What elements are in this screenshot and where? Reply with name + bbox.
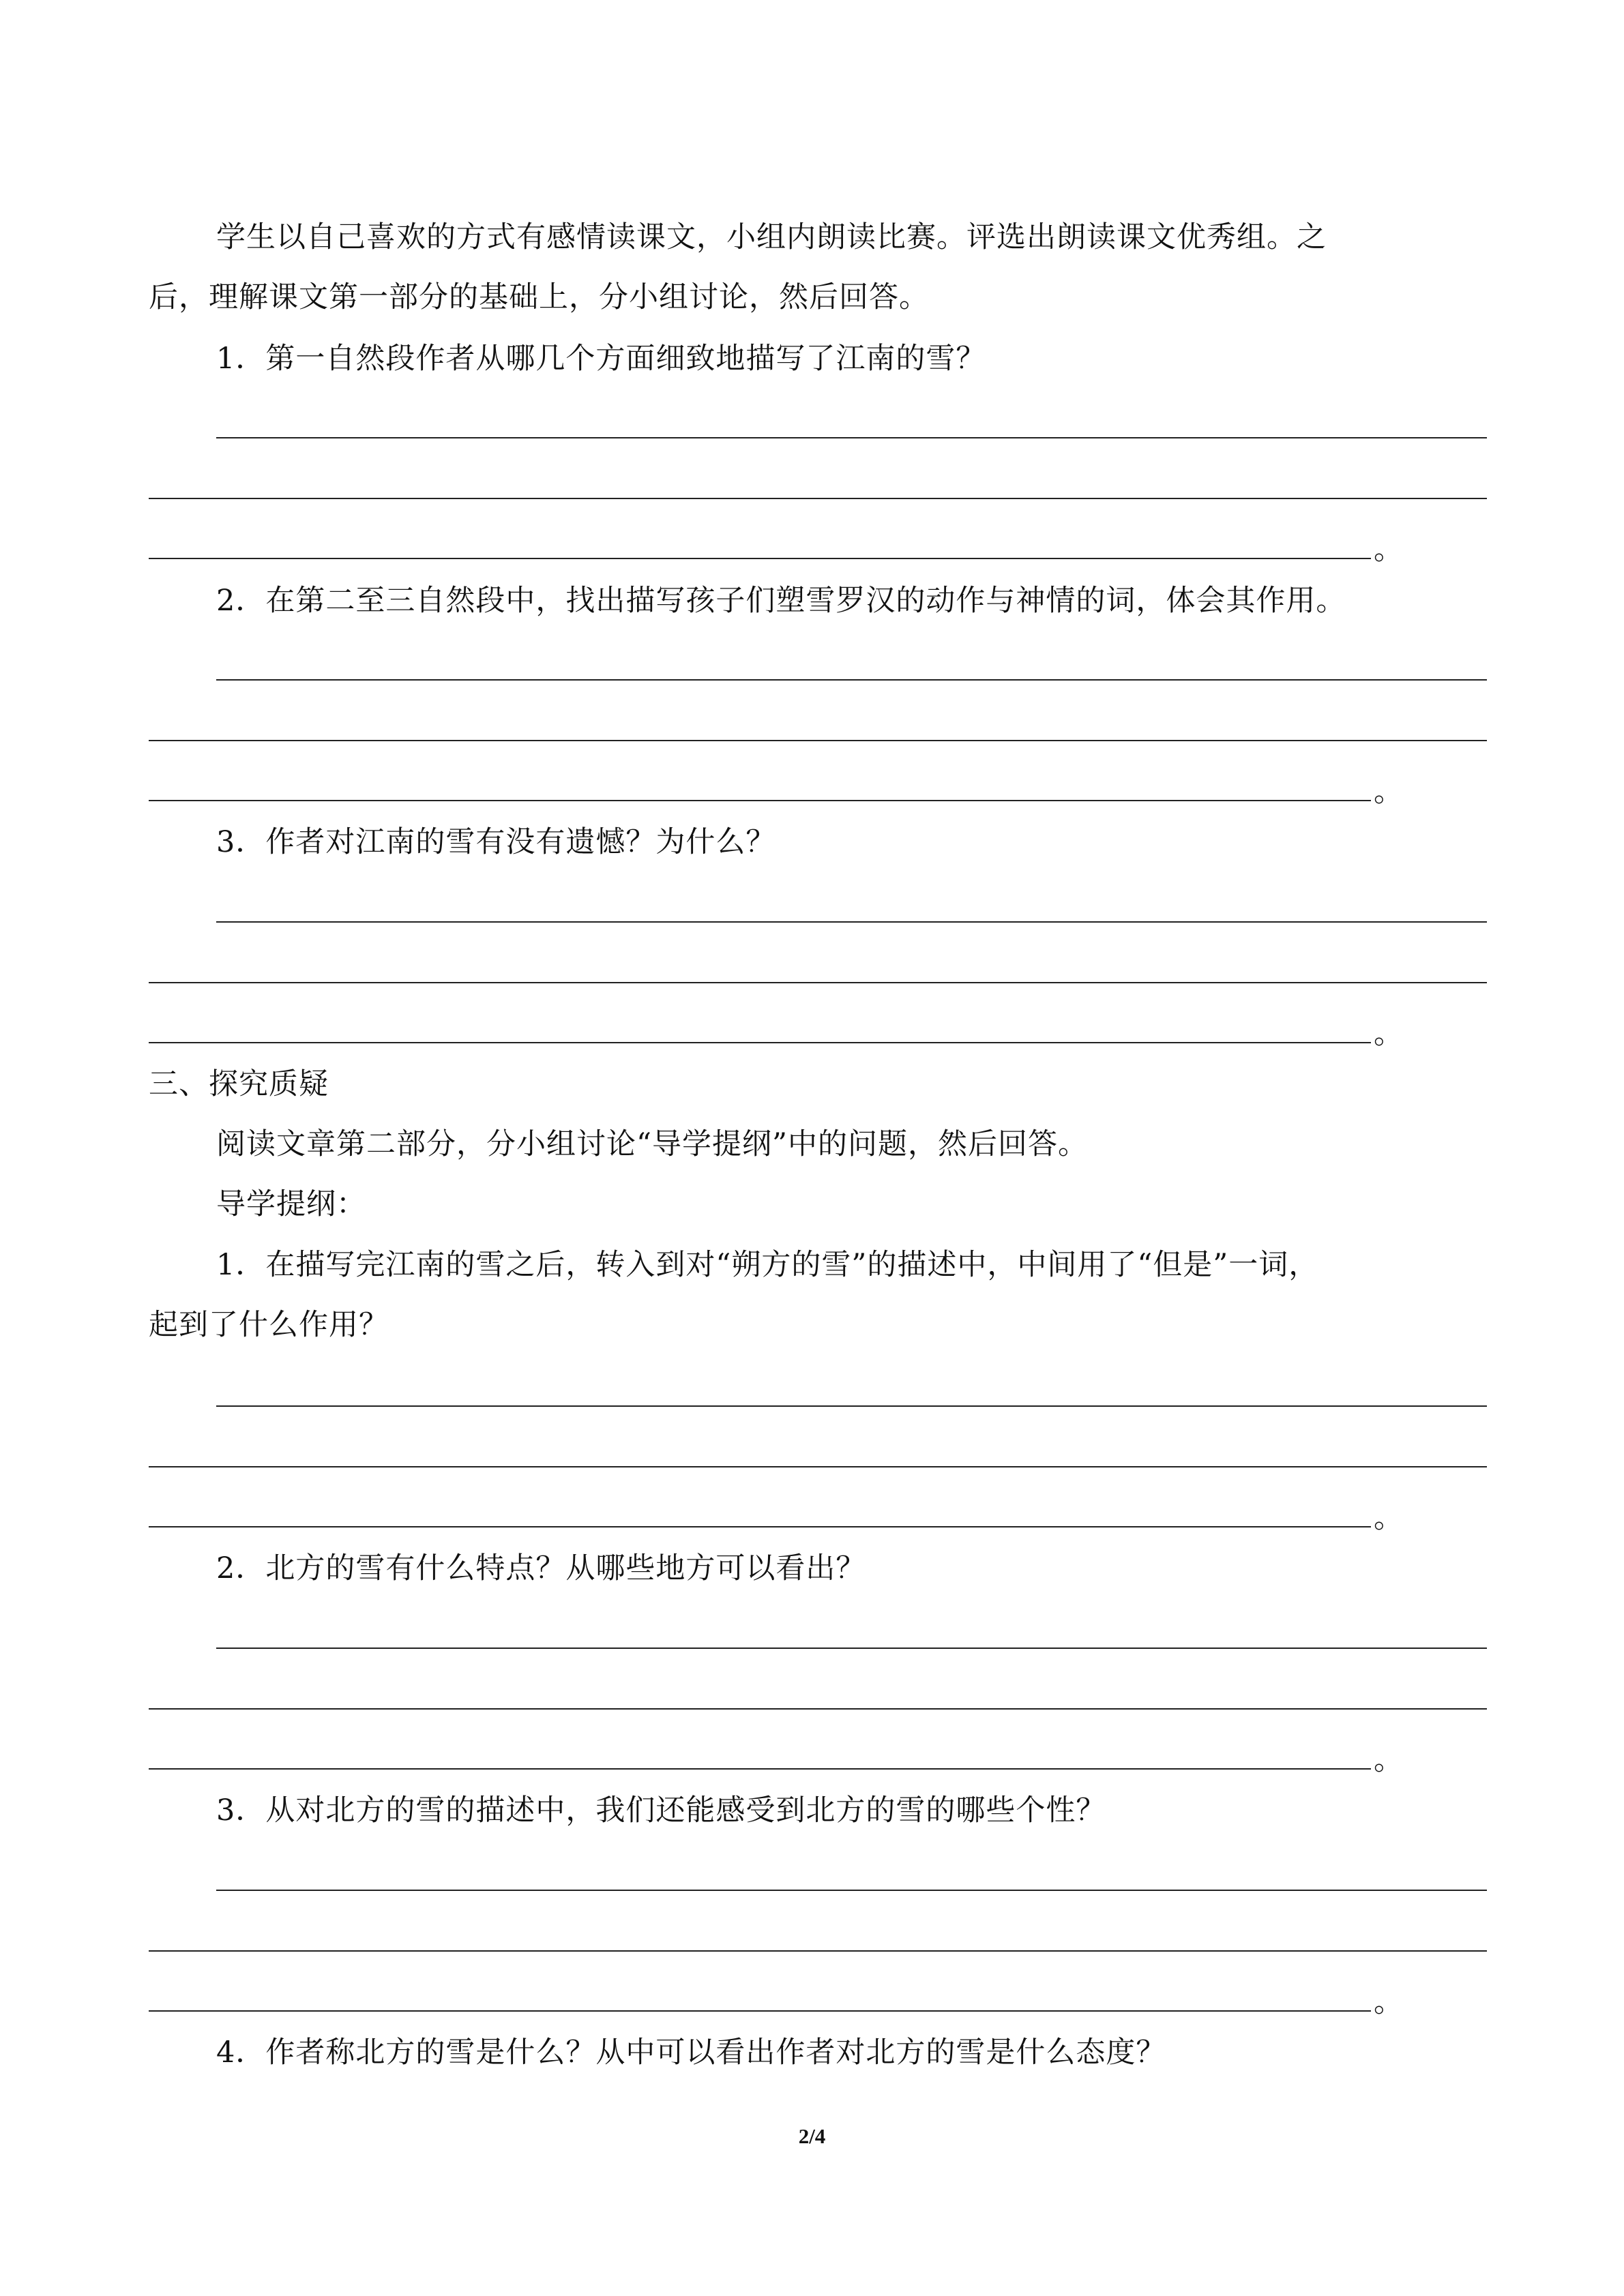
- answer-line[interactable]: [216, 1648, 1487, 1649]
- outline-question-2-text: 2．北方的雪有什么特点？从哪些地方可以看出？: [216, 1551, 866, 1585]
- question-2-text: 2．在第二至三自然段中，找出描写孩子们塑雪罗汉的动作与神情的词，体会其作用。: [216, 584, 1346, 618]
- answer-line[interactable]: [149, 2010, 1371, 2012]
- answer-period: 。: [1374, 1743, 1403, 1777]
- section-three-instruction: 阅读文章第二部分，分小组讨论“导学提纲”中的问题，然后回答。: [216, 1127, 1088, 1161]
- outline-question-1-line-1: 1．在描写完江南的雪之后，转入到对“朔方的雪”的描述中，中间用了“但是”一词，: [216, 1248, 1319, 1282]
- answer-line[interactable]: [216, 1890, 1487, 1891]
- answer-line[interactable]: [149, 800, 1371, 801]
- answer-period: 。: [1374, 775, 1403, 809]
- answer-line[interactable]: [149, 1768, 1371, 1770]
- answer-line[interactable]: [149, 1950, 1487, 1952]
- answer-line[interactable]: [149, 1708, 1487, 1710]
- section-three-heading: 三、探究质疑: [149, 1067, 329, 1101]
- answer-line[interactable]: [216, 437, 1487, 438]
- answer-period: 。: [1374, 1501, 1403, 1535]
- page-number: 2/4: [798, 2124, 826, 2148]
- intro-line-1: 学生以自己喜欢的方式有感情读课文，小组内朗读比赛。评选出朗读课文优秀组。之: [216, 220, 1327, 254]
- question-3-text: 3．作者对江南的雪有没有遗憾？为什么？: [216, 825, 776, 859]
- answer-line[interactable]: [149, 558, 1371, 559]
- answer-period: 。: [1374, 1017, 1403, 1051]
- answer-line[interactable]: [149, 1042, 1371, 1043]
- answer-line[interactable]: [149, 740, 1487, 741]
- outline-question-4-text: 4．作者称北方的雪是什么？从中可以看出作者对北方的雪是什么态度？: [216, 2036, 1166, 2070]
- answer-period: 。: [1374, 1985, 1403, 2019]
- answer-line[interactable]: [149, 982, 1487, 983]
- outline-question-1-line-2: 起到了什么作用？: [149, 1308, 389, 1342]
- intro-line-2: 后，理解课文第一部分的基础上，分小组讨论，然后回答。: [149, 280, 929, 314]
- answer-line[interactable]: [216, 1405, 1487, 1407]
- outline-question-3-text: 3．从对北方的雪的描述中，我们还能感受到北方的雪的哪些个性？: [216, 1793, 1106, 1828]
- answer-line[interactable]: [216, 921, 1487, 923]
- outline-label: 导学提纲：: [216, 1187, 366, 1221]
- question-1-text: 1．第一自然段作者从哪几个方面细致地描写了江南的雪？: [216, 342, 986, 376]
- answer-period: 。: [1374, 533, 1403, 567]
- answer-line[interactable]: [149, 1526, 1371, 1527]
- answer-line[interactable]: [149, 1466, 1487, 1467]
- answer-line[interactable]: [216, 679, 1487, 681]
- answer-line[interactable]: [149, 498, 1487, 499]
